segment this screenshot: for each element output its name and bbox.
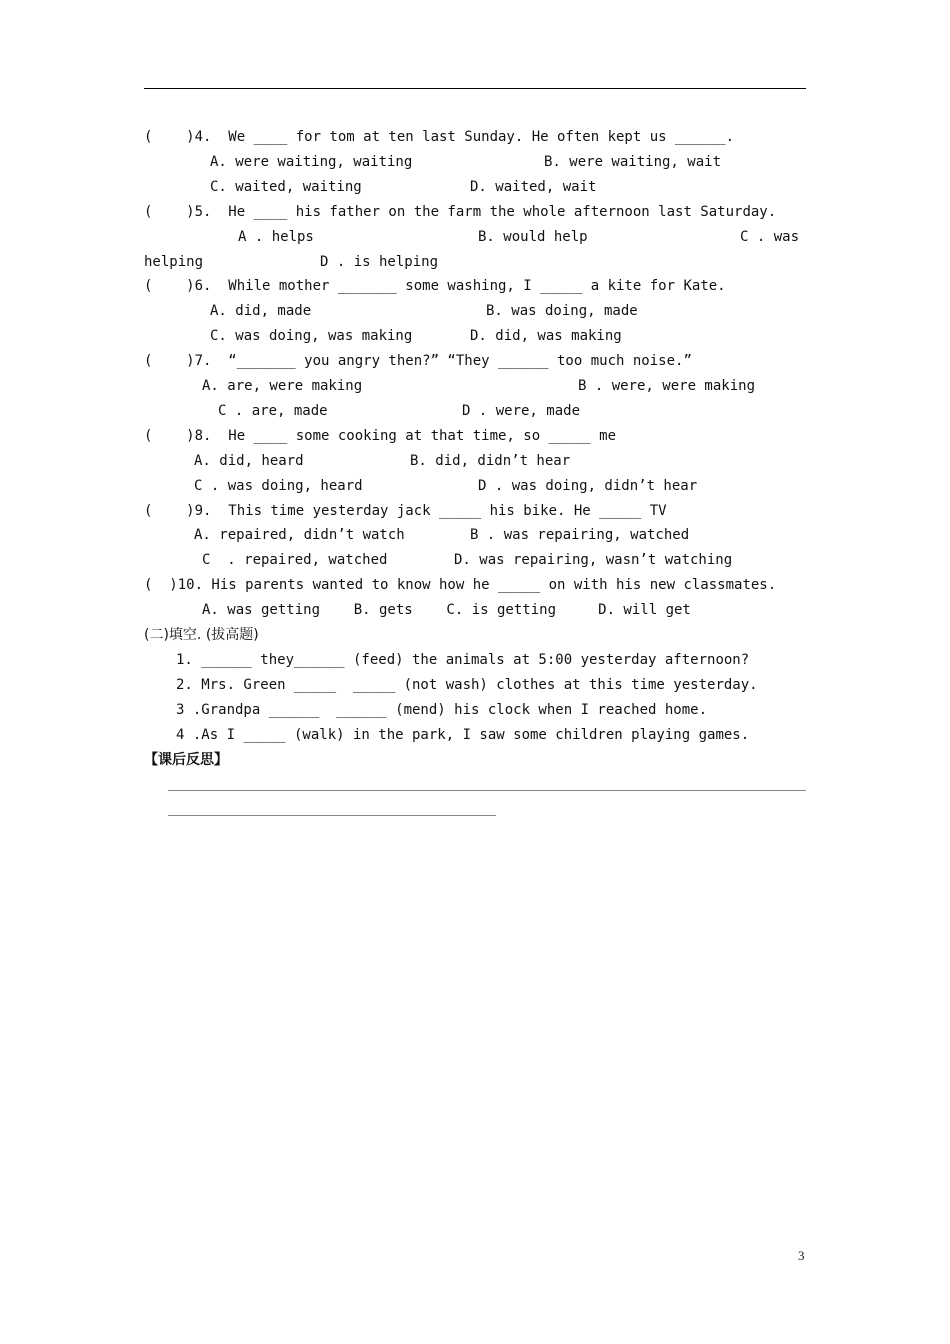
question-stem: ( )10. His parents wanted to know how he _____ on with his new classmates. [144, 577, 777, 594]
question-option: D . were, made [462, 402, 581, 419]
question-option: A. did, heard [194, 452, 304, 469]
question-option: A . helps [238, 228, 314, 245]
reflection-writing-line-2[interactable] [168, 815, 496, 816]
question-option: C. was doing, was making [210, 328, 413, 345]
question-option: C . repaired, watched [202, 552, 388, 569]
question-stem: ( )9. This time yesterday jack _____ his bike. He _____ TV [144, 502, 667, 519]
question-option: D. waited, wait [470, 178, 597, 195]
question-option: C . are, made [218, 402, 328, 419]
question-option: B. did, didn’t hear [410, 452, 571, 469]
question-option: helping [144, 253, 204, 270]
question-option: C. waited, waiting [210, 178, 362, 195]
reflection-title: 【课后反思】 [144, 752, 228, 768]
question-option: A. was getting B. gets C. is getting D. will get [202, 602, 691, 619]
fill-item-1: 1. ______ they______ (feed) the animals at 5:00 yesterday afternoon? [176, 652, 750, 668]
question-stem: ( )7. “_______ you angry then?” “They ______ too much noise.” [144, 353, 692, 370]
question-stem: ( )6. While mother _______ some washing, I _____ a kite for Kate. [144, 278, 726, 295]
question-option: B. would help [478, 228, 588, 245]
question-option: C . was [740, 228, 800, 245]
question-option: B. was doing, made [486, 303, 638, 320]
question-stem: ( )8. He ____ some cooking at that time, so _____ me [144, 427, 617, 444]
page-number: 3 [798, 1248, 805, 1263]
reflection-writing-line-1[interactable] [168, 790, 806, 791]
fill-item-3: 3 .Grandpa ______ ______ (mend) his clock when I reached home. [176, 702, 708, 718]
question-option: B. were waiting, wait [544, 153, 722, 170]
fill-section-title: (二)填空. (拔高题) [144, 627, 259, 643]
fill-item-4: 4 .As I _____ (walk) in the park, I saw some children playing games. [176, 727, 750, 743]
question-option: D . was doing, didn’t hear [478, 477, 698, 494]
fill-item-2: 2. Mrs. Green _____ _____ (not wash) clothes at this time yesterday. [176, 677, 758, 693]
question-option: D. was repairing, wasn’t watching [454, 552, 733, 569]
question-option: B . were, were making [578, 378, 756, 394]
question-option: B . was repairing, watched [470, 527, 690, 544]
question-option: D. did, was making [470, 328, 622, 345]
question-stem: ( )5. He ____ his father on the farm the whole afternoon last Saturday. [144, 203, 777, 220]
question-option: A. were waiting, waiting [210, 153, 413, 170]
question-option: C . was doing, heard [194, 477, 363, 494]
question-stem: ( )4. We ____ for tom at ten last Sunday. He often kept us ______. [144, 129, 735, 145]
header-rule [144, 88, 806, 89]
question-option: A. are, were making [202, 378, 363, 394]
question-option: A. did, made [210, 303, 312, 320]
question-option: A. repaired, didn’t watch [194, 527, 405, 544]
question-option: D . is helping [320, 253, 439, 270]
